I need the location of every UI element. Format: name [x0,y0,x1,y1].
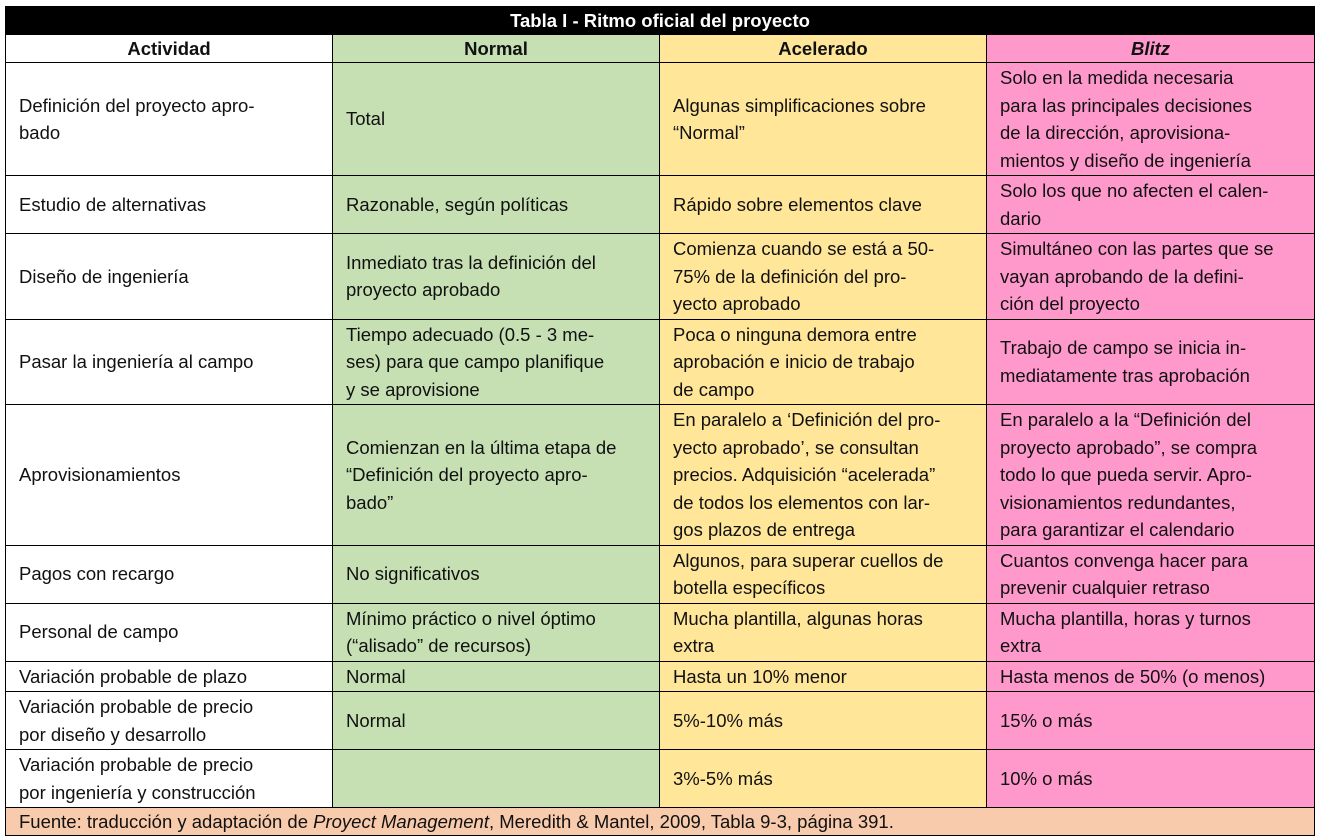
table-row [6,234,1315,320]
cell-normal: Razonable, según políticas [333,176,660,234]
cell-acelerado: Poca o ninguna demora entre aprobación e inicio de trabajo de campo [660,319,987,405]
table-row [6,545,1315,603]
cell-actividad: Variación probable de precio por ingeniería y construcción [6,750,333,808]
header-blitz [987,35,1315,63]
project-pace-table [5,6,1315,836]
cell-actividad: Personal de campo [6,603,333,661]
header-acelerado: Acelerado [660,35,987,63]
cell-acelerado: Algunas simplificaciones sobre “Normal” [660,63,987,176]
cell-acelerado: Hasta un 10% menor [660,661,987,692]
cell-normal [333,750,660,808]
cell-acelerado: 5%-10% más [660,692,987,750]
source-note [6,808,1315,836]
table-title-row [6,7,1315,35]
cell-blitz: Solo en la medida necesaria para las principales decisiones de la dirección, aprovisiona- mientos y diseño de ingeniería [987,63,1315,176]
table-title: Tabla I - Ritmo oficial del proyecto [6,7,1315,35]
cell-acelerado: Algunos, para superar cuellos de botella específicos [660,545,987,603]
table-row [6,176,1315,234]
header-blitz-label: Blitz [1130,37,1171,59]
cell-normal: No significativos [333,545,660,603]
table-row [6,661,1315,692]
cell-blitz: En paralelo a la “Definición del proyecto aprobado”, se compra todo lo que pueda servir. Apro- visionamientos redundantes, para garantizar el calendario [987,405,1315,546]
project-pace-table-container [5,6,1314,836]
cell-actividad: Pasar la ingeniería al campo [6,319,333,405]
cell-normal: Normal [333,692,660,750]
cell-blitz: Trabajo de campo se inicia in- mediatamente tras aprobación [987,319,1315,405]
source-suffix: , Meredith & Mantel, 2009, Tabla 9-3, página 391. [488,811,894,832]
cell-actividad: Aprovisionamientos [6,405,333,546]
cell-actividad: Definición del proyecto apro- bado [6,63,333,176]
cell-actividad: Variación probable de plazo [6,661,333,692]
table-row [6,603,1315,661]
cell-actividad: Variación probable de precio por diseño y desarrollo [6,692,333,750]
cell-blitz: Mucha plantilla, horas y turnos extra [987,603,1315,661]
table-row [6,692,1315,750]
table-row [6,63,1315,176]
header-normal: Normal [333,35,660,63]
cell-normal: Normal [333,661,660,692]
cell-blitz: Solo los que no afecten el calen- dario [987,176,1315,234]
cell-normal: Comienzan en la última etapa de “Definición del proyecto apro- bado” [333,405,660,546]
cell-acelerado: Comienza cuando se está a 50- 75% de la definición del pro- yecto aprobado [660,234,987,320]
cell-blitz: Hasta menos de 50% (o menos) [987,661,1315,692]
cell-normal: Inmediato tras la definición del proyecto aprobado [333,234,660,320]
source-prefix: Fuente: traducción y adaptación de [19,811,314,832]
cell-actividad: Diseño de ingeniería [6,234,333,320]
source-row [6,808,1315,836]
cell-normal: Mínimo práctico o nivel óptimo (“alisado” de recursos) [333,603,660,661]
cell-normal: Total [333,63,660,176]
cell-actividad: Pagos con recargo [6,545,333,603]
cell-blitz: 10% o más [987,750,1315,808]
table-header-row [6,35,1315,63]
cell-acelerado: En paralelo a ‘Definición del pro- yecto aprobado’, se consultan precios. Adquisición “acelerada” de todos los elementos con lar- gos plazos de entrega [660,405,987,546]
cell-normal: Tiempo adecuado (0.5 - 3 me- ses) para que campo planifique y se aprovisione [333,319,660,405]
table-row [6,319,1315,405]
cell-blitz: Simultáneo con las partes que se vayan aprobando de la defini- ción del proyecto [987,234,1315,320]
cell-acelerado: 3%-5% más [660,750,987,808]
table-row [6,405,1315,546]
cell-actividad: Estudio de alternativas [6,176,333,234]
source-book-title: Proyect Management [313,811,489,832]
table-row [6,750,1315,808]
header-actividad: Actividad [6,35,333,63]
cell-acelerado: Rápido sobre elementos clave [660,176,987,234]
cell-blitz: 15% o más [987,692,1315,750]
cell-blitz: Cuantos convenga hacer para prevenir cualquier retraso [987,545,1315,603]
cell-acelerado: Mucha plantilla, algunas horas extra [660,603,987,661]
